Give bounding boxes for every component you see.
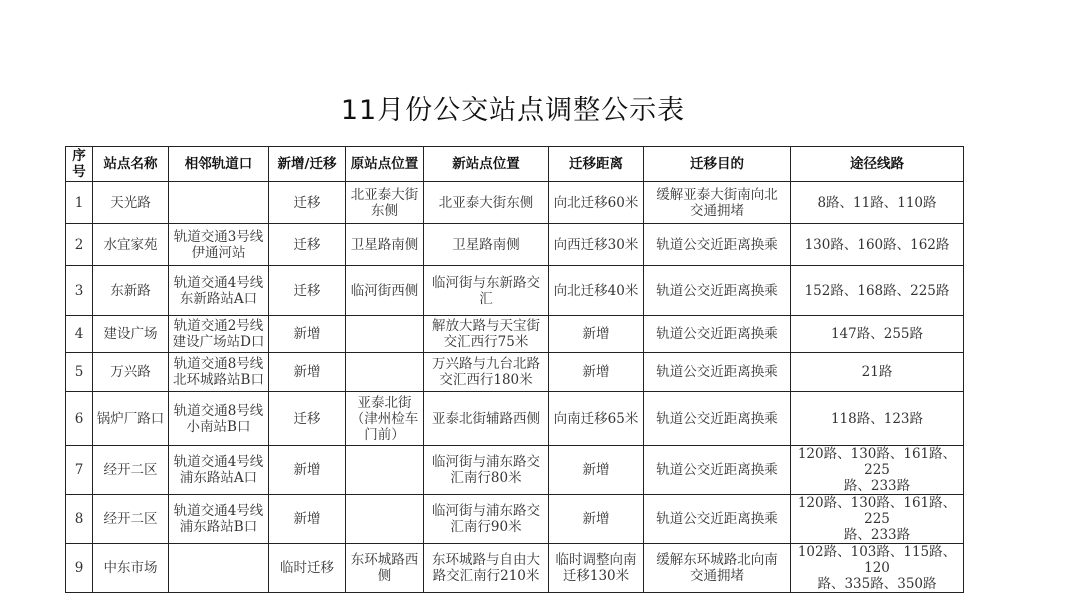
- cell-original-location: [346, 353, 424, 392]
- table-row: [66, 316, 964, 353]
- cell-purpose: 轨道公交近距离换乘: [644, 266, 791, 316]
- cell-original-location: 亚泰北街 （津州检车 门前）: [346, 392, 424, 446]
- cell-move-distance: 临时调整向南 迁移130米: [549, 544, 644, 593]
- cell-move-distance: 向北迁移40米: [549, 266, 644, 316]
- cell-move-distance: 新增: [549, 495, 644, 544]
- cell-adjacent-rail-exit: 轨道交通4号线 浦东路站A口: [169, 446, 269, 495]
- cell-station-name: 天光路: [93, 182, 169, 224]
- cell-station-name: 东新路: [93, 266, 169, 316]
- cell-new-location: 北亚泰大街东侧: [424, 182, 549, 224]
- cell-adjacent-rail-exit: 轨道交通3号线 伊通河站: [169, 224, 269, 266]
- page-title: 11月份公交站点调整公示表: [340, 95, 686, 126]
- header-purpose: 迁移目的: [644, 147, 791, 182]
- cell-new-location: 解放大路与天宝街 交汇西行75米: [424, 316, 549, 353]
- table-row: [66, 446, 964, 495]
- header-change-type: 新增/迁移: [269, 147, 346, 182]
- cell-move-distance: 新增: [549, 353, 644, 392]
- cell-station-name: 经开二区: [93, 495, 169, 544]
- cell-adjacent-rail-exit: 轨道交通4号线 东新路站A口: [169, 266, 269, 316]
- cell-new-location: 临河街与东新路交 汇: [424, 266, 549, 316]
- cell-adjacent-rail-exit: 轨道交通4号线 浦东路站B口: [169, 495, 269, 544]
- cell-station-name: 锅炉厂路口: [93, 392, 169, 446]
- cell-original-location: [346, 446, 424, 495]
- cell-new-location: 临河街与浦东路交 汇南行90米: [424, 495, 549, 544]
- cell-purpose: 轨道公交近距离换乘: [644, 446, 791, 495]
- cell-original-location: [346, 495, 424, 544]
- cell-adjacent-rail-exit: [169, 182, 269, 224]
- cell-adjacent-rail-exit: [169, 544, 269, 593]
- cell-change-type: 新增: [269, 495, 346, 544]
- cell-move-distance: 向北迁移60米: [549, 182, 644, 224]
- cell-routes: 147路、255路: [791, 316, 964, 353]
- table-row: [66, 544, 964, 593]
- cell-index: 8: [66, 495, 93, 544]
- cell-move-distance: 向南迁移65米: [549, 392, 644, 446]
- cell-purpose: 轨道公交近距离换乘: [644, 316, 791, 353]
- cell-routes: 120路、130路、161路、225 路、233路: [791, 495, 964, 544]
- cell-original-location: 卫星路南侧: [346, 224, 424, 266]
- cell-change-type: 临时迁移: [269, 544, 346, 593]
- cell-purpose: 缓解亚泰大街南向北 交通拥堵: [644, 182, 791, 224]
- cell-purpose: 轨道公交近距离换乘: [644, 224, 791, 266]
- cell-change-type: 新增: [269, 446, 346, 495]
- table-row: [66, 353, 964, 392]
- table-row: [66, 266, 964, 316]
- cell-change-type: 迁移: [269, 224, 346, 266]
- cell-new-location: 卫星路南侧: [424, 224, 549, 266]
- table-row: [66, 224, 964, 266]
- table-row: [66, 392, 964, 446]
- cell-station-name: 万兴路: [93, 353, 169, 392]
- cell-index: 9: [66, 544, 93, 593]
- cell-new-location: 万兴路与九台北路 交汇西行180米: [424, 353, 549, 392]
- cell-original-location: 北亚泰大街 东侧: [346, 182, 424, 224]
- cell-change-type: 迁移: [269, 182, 346, 224]
- cell-routes: 152路、168路、225路: [791, 266, 964, 316]
- cell-adjacent-rail-exit: 轨道交通8号线 小南站B口: [169, 392, 269, 446]
- bus-stop-adjustment-table: [65, 146, 964, 593]
- cell-station-name: 中东市场: [93, 544, 169, 593]
- header-new-location: 新站点位置: [424, 147, 549, 182]
- header-adjacent-rail-exit: 相邻轨道口: [169, 147, 269, 182]
- cell-index: 6: [66, 392, 93, 446]
- cell-purpose: 轨道公交近距离换乘: [644, 495, 791, 544]
- header-index: 序 号: [66, 147, 93, 182]
- cell-adjacent-rail-exit: 轨道交通2号线 建设广场站D口: [169, 316, 269, 353]
- header-station-name: 站点名称: [93, 147, 169, 182]
- cell-purpose: 缓解东环城路北向南 交通拥堵: [644, 544, 791, 593]
- cell-index: 1: [66, 182, 93, 224]
- table-row: [66, 182, 964, 224]
- cell-index: 5: [66, 353, 93, 392]
- cell-index: 2: [66, 224, 93, 266]
- cell-move-distance: 新增: [549, 446, 644, 495]
- cell-station-name: 水宜家苑: [93, 224, 169, 266]
- cell-change-type: 迁移: [269, 266, 346, 316]
- cell-move-distance: 新增: [549, 316, 644, 353]
- cell-purpose: 轨道公交近距离换乘: [644, 353, 791, 392]
- cell-new-location: 临河街与浦东路交 汇南行80米: [424, 446, 549, 495]
- cell-index: 4: [66, 316, 93, 353]
- cell-routes: 21路: [791, 353, 964, 392]
- header-original-location: 原站点位置: [346, 147, 424, 182]
- header-routes: 途径线路: [791, 147, 964, 182]
- cell-change-type: 新增: [269, 353, 346, 392]
- cell-routes: 120路、130路、161路、225 路、233路: [791, 446, 964, 495]
- cell-routes: 118路、123路: [791, 392, 964, 446]
- cell-change-type: 迁移: [269, 392, 346, 446]
- cell-routes: 102路、103路、115路、120 路、335路、350路: [791, 544, 964, 593]
- header-move-distance: 迁移距离: [549, 147, 644, 182]
- cell-station-name: 经开二区: [93, 446, 169, 495]
- cell-index: 3: [66, 266, 93, 316]
- cell-original-location: 临河街西侧: [346, 266, 424, 316]
- cell-new-location: 东环城路与自由大 路交汇南行210米: [424, 544, 549, 593]
- cell-station-name: 建设广场: [93, 316, 169, 353]
- cell-move-distance: 向西迁移30米: [549, 224, 644, 266]
- cell-index: 7: [66, 446, 93, 495]
- cell-routes: 130路、160路、162路: [791, 224, 964, 266]
- cell-new-location: 亚泰北街辅路西侧: [424, 392, 549, 446]
- table-header-row: [66, 147, 964, 182]
- cell-routes: 8路、11路、110路: [791, 182, 964, 224]
- cell-original-location: [346, 316, 424, 353]
- cell-purpose: 轨道公交近距离换乘: [644, 392, 791, 446]
- cell-change-type: 新增: [269, 316, 346, 353]
- cell-original-location: 东环城路西 侧: [346, 544, 424, 593]
- cell-adjacent-rail-exit: 轨道交通8号线 北环城路站B口: [169, 353, 269, 392]
- table-row: [66, 495, 964, 544]
